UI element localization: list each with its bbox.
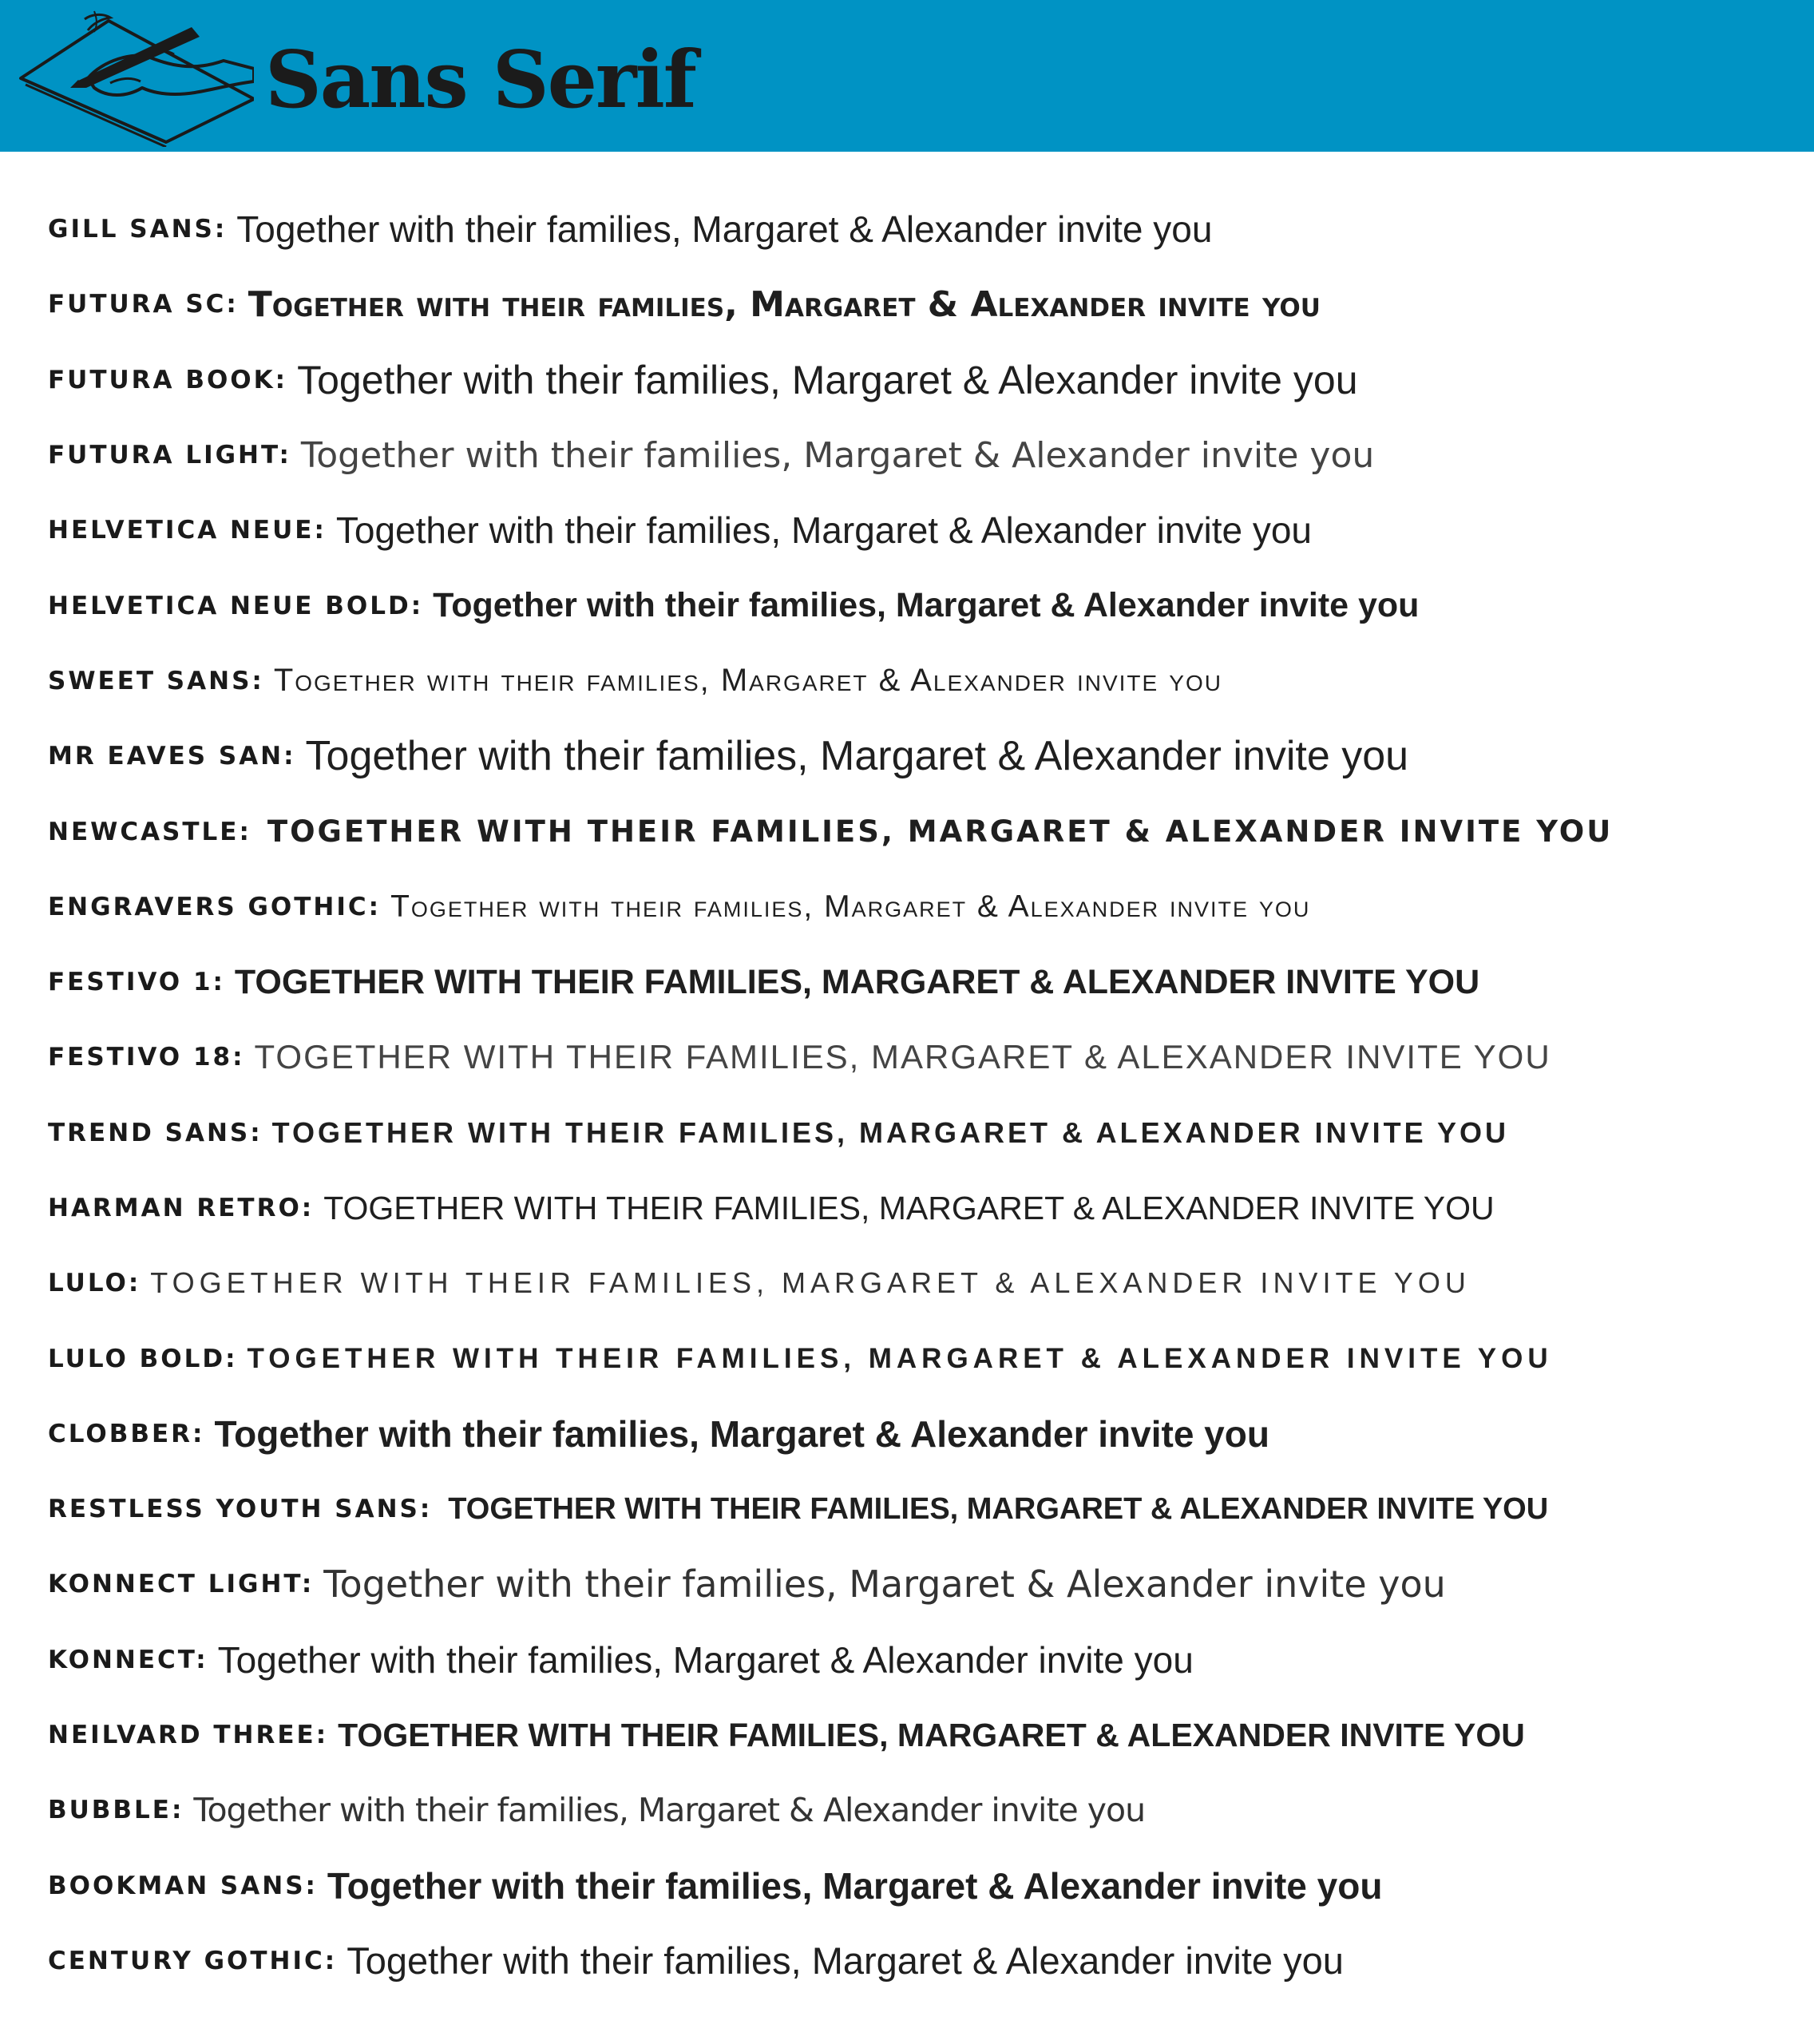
font-sample-text: TOGETHER WITH THEIR FAMILIES, MARGARET & ALEXANDER INVITE YOU	[271, 1115, 1510, 1149]
font-name-label: CLOBBER:	[48, 1419, 205, 1448]
font-sample-text: Together with their families, Margaret & Alexander invite you	[193, 1791, 1146, 1830]
font-sample-text: Together with their families, Margaret & Alexander invite you	[433, 586, 1420, 625]
font-row-konnect-light	[48, 1547, 1796, 1622]
font-name-label: FESTIVO 18:	[48, 1043, 245, 1072]
font-name-label: BOOKMAN SANS:	[48, 1871, 318, 1900]
font-row-bubble	[48, 1773, 1796, 1848]
font-row-lulo-bold	[48, 1321, 1796, 1396]
font-name-label: BUBBLE:	[48, 1796, 184, 1825]
font-row-mr-eaves-san	[48, 719, 1796, 794]
font-row-festivo-1	[48, 945, 1796, 1020]
font-sample-text: TOGETHER WITH THEIR FAMILIES, MARGARET & ALEXANDER INVITE YOU	[150, 1266, 1471, 1300]
font-name-label: FUTURA LIGHT:	[48, 441, 291, 470]
font-sample-list	[48, 192, 1796, 1998]
font-sample-text: Together with their families, Margaret & Alexander invite you	[305, 733, 1409, 780]
font-sample-text: Together with their families, Margaret & Alexander invite you	[214, 1412, 1269, 1455]
font-sample-text: Together with their families, Margaret & Alexander invite you	[335, 509, 1313, 552]
font-row-helvetica-neue	[48, 493, 1796, 568]
font-name-label: HELVETICA NEUE BOLD:	[48, 591, 424, 620]
font-name-label: FUTURA BOOK:	[48, 365, 288, 394]
font-sample-text: TOGETHER WITH THEIR FAMILIES, MARGARET & ALEXANDER INVITE YOU	[448, 1491, 1549, 1526]
font-name-label: KONNECT:	[48, 1645, 208, 1674]
page-title: Sans Serif	[265, 34, 695, 126]
font-name-label: TREND SANS:	[48, 1118, 263, 1147]
font-name-label: RESTLESS YOUTH SANS:	[48, 1495, 433, 1524]
font-name-label: GILL SANS:	[48, 215, 228, 244]
font-sample-text: TOGETHER WITH THEIR FAMILIES, MARGARET & ALEXANDER INVITE YOU	[254, 1038, 1551, 1076]
font-row-festivo-18	[48, 1020, 1796, 1095]
font-name-label: NEWCASTLE:	[48, 817, 252, 846]
font-row-futura-sc	[48, 267, 1796, 342]
font-sample-text: Together with their families, Margaret & Alexander invite you	[217, 1638, 1194, 1681]
font-row-neilvard-three	[48, 1697, 1796, 1773]
font-sample-text: Together with their families, Margaret & Alexander invite you	[323, 1563, 1446, 1606]
font-sample-text: Together with their families, Margaret & Alexander invite you	[300, 434, 1375, 476]
font-name-label: NEILVARD THREE:	[48, 1721, 329, 1750]
font-row-newcastle	[48, 794, 1796, 869]
font-name-label: LULO:	[48, 1269, 141, 1298]
font-sample-text: Together with their families, Margaret & Alexander invite you	[273, 663, 1222, 699]
font-sample-text: Together with their families, Margaret & Alexander invite you	[297, 357, 1358, 402]
font-sample-text: TOGETHER WITH THEIR FAMILIES, MARGARET & ALEXANDER INVITE YOU	[267, 814, 1614, 850]
font-sample-text: TOGETHER WITH THEIR FAMILIES, MARGARET & ALEXANDER INVITE YOU	[338, 1716, 1525, 1753]
font-row-century-gothic	[48, 1923, 1796, 1998]
font-name-label: FUTURA SC:	[48, 290, 239, 319]
font-name-label: HELVETICA NEUE:	[48, 516, 327, 545]
font-row-lulo	[48, 1246, 1796, 1321]
font-sample-text: Together with their families, Margaret & Alexander invite you	[390, 889, 1311, 924]
font-name-label: FESTIVO 1:	[48, 968, 225, 997]
font-row-bookman-sans	[48, 1848, 1796, 1923]
font-sample-text: TOGETHER WITH THEIR FAMILIES, MARGARET & ALEXANDER INVITE YOU	[234, 962, 1480, 1001]
font-row-gill-sans	[48, 192, 1796, 267]
font-name-label: MR EAVES SAN:	[48, 742, 296, 771]
font-row-futura-light	[48, 418, 1796, 493]
font-row-futura-book	[48, 343, 1796, 418]
font-name-label: LULO BOLD:	[48, 1344, 238, 1373]
font-name-label: CENTURY GOTHIC:	[48, 1946, 338, 1975]
font-row-konnect	[48, 1622, 1796, 1697]
font-sample-text: Together with their families, Margaret & Alexander invite you	[236, 208, 1213, 251]
font-row-restless-youth-sans	[48, 1472, 1796, 1547]
header-banner	[0, 0, 1814, 152]
font-row-engravers-gothic	[48, 869, 1796, 945]
font-row-harman-retro	[48, 1171, 1796, 1246]
font-row-sweet-sans	[48, 644, 1796, 719]
font-name-label: HARMAN RETRO:	[48, 1194, 315, 1222]
font-name-label: ENGRAVERS GOTHIC:	[48, 892, 382, 921]
font-sample-text: Together with their families, Margaret & Alexander invite you	[248, 283, 1321, 325]
font-sample-text: TOGETHER WITH THEIR FAMILIES, MARGARET & ALEXANDER INVITE YOU	[247, 1342, 1553, 1374]
font-row-trend-sans	[48, 1095, 1796, 1171]
hand-writing-with-pen-icon	[14, 5, 254, 147]
font-sample-text: Together with their families, Margaret & Alexander invite you	[327, 1864, 1383, 1907]
font-sample-text: TOGETHER WITH THEIR FAMILIES, MARGARET & ALEXANDER INVITE YOU	[323, 1189, 1495, 1226]
font-row-clobber	[48, 1396, 1796, 1472]
font-row-helvetica-neue-bold	[48, 568, 1796, 643]
font-sample-text: Together with their families, Margaret & Alexander invite you	[347, 1939, 1344, 1983]
font-name-label: SWEET SANS:	[48, 666, 264, 695]
font-name-label: KONNECT LIGHT:	[48, 1570, 315, 1599]
